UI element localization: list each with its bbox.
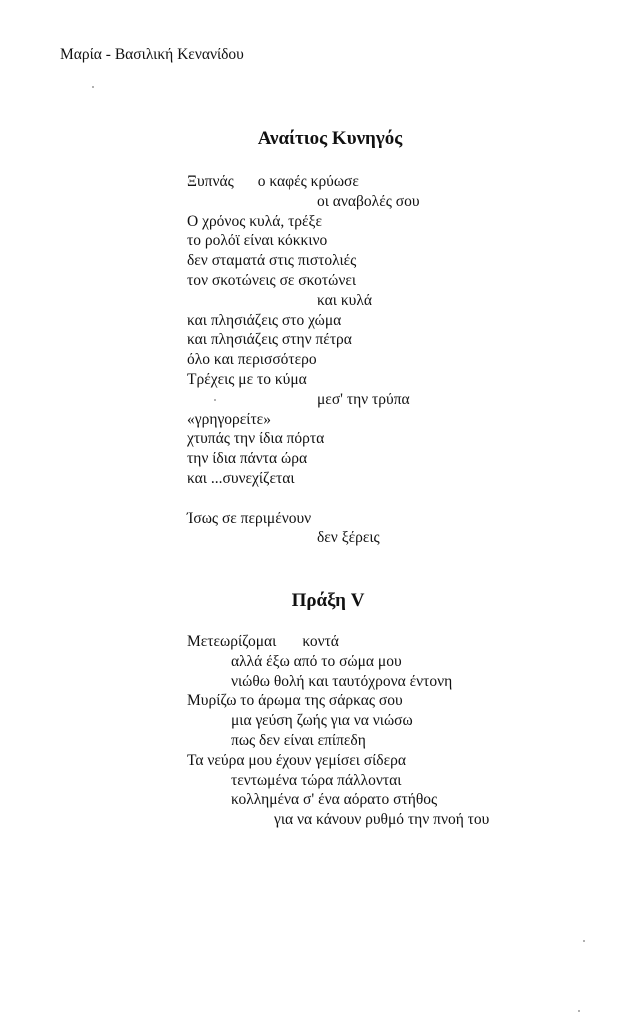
- poem-line: κολλημένα σ' ένα αόρατο στήθος: [231, 791, 438, 809]
- poem-line-text: ο καφές κρύωσε: [257, 173, 359, 190]
- poem-line: «γρηγορείτε»: [187, 410, 271, 428]
- poem-line: και πλησιάζεις στην πέτρα: [187, 331, 352, 349]
- poem-line: Ίσως σε περιμένουν: [187, 509, 312, 527]
- poem-line: την ίδια πάντα ώρα: [187, 450, 308, 468]
- poem-line: όλο και περισσότερο: [187, 351, 317, 369]
- scan-speck: [214, 399, 216, 401]
- poem-line-text: Ξυπνάς: [187, 173, 234, 190]
- scan-speck: [583, 940, 585, 942]
- poem-title: Αναίτιος Κυνηγός: [257, 128, 403, 149]
- poem-line: [187, 172, 420, 192]
- poem-line: για να κάνουν ρυθμό την πνοή του: [274, 811, 490, 829]
- author-header: Μαρία - Βασιλική Κενανίδου: [60, 46, 244, 63]
- poem-line-text: Μετεωρίζομαι: [187, 633, 277, 650]
- poem-line: τεντωμένα τώρα πάλλονται: [231, 771, 402, 789]
- poem-line: [187, 632, 489, 652]
- scan-speck: [92, 86, 94, 88]
- poem-line: το ρολόϊ είναι κόκκινο: [187, 232, 328, 250]
- stanza-break: [187, 489, 420, 509]
- poem-line: νιώθω θολή και ταυτόχρονα έντονη: [231, 672, 453, 690]
- poem-line: πως δεν είναι επίπεδη: [231, 731, 366, 749]
- poem-body: [187, 632, 489, 830]
- poem-line: μεσ' την τρύπα: [317, 390, 410, 408]
- scan-speck: [578, 1010, 580, 1012]
- poem-title: Πράξη V: [291, 590, 365, 611]
- poem-line: δεν σταματά στις πιστολιές: [187, 252, 357, 270]
- poem-line: μια γεύση ζωής για να νιώσω: [231, 712, 413, 730]
- poem-line: και ...συνεχίζεται: [187, 469, 295, 487]
- poem-line: Τρέχεις με το κύμα: [187, 370, 307, 388]
- poem-line: οι αναβολές σου: [317, 192, 420, 210]
- poem-line: Ο χρόνος κυλά, τρέξε: [187, 212, 322, 230]
- poem-line: τον σκοτώνεις σε σκοτώνει: [187, 271, 357, 289]
- poem-line: Τα νεύρα μου έχουν γεμίσει σίδερα: [187, 751, 406, 769]
- poem-body: [187, 172, 420, 548]
- poem-line: Μυρίζω το άρωμα της σάρκας σου: [187, 692, 403, 710]
- poem-line: δεν ξέρεις: [317, 529, 380, 547]
- poem-line: και κυλά: [317, 291, 372, 309]
- poem-line: αλλά έξω από το σώμα μου: [231, 652, 402, 670]
- poem-line: χτυπάς την ίδια πόρτα: [187, 430, 325, 448]
- poem-line: και πλησιάζεις στο χώμα: [187, 311, 342, 329]
- poem-line-text: κοντά: [302, 633, 339, 650]
